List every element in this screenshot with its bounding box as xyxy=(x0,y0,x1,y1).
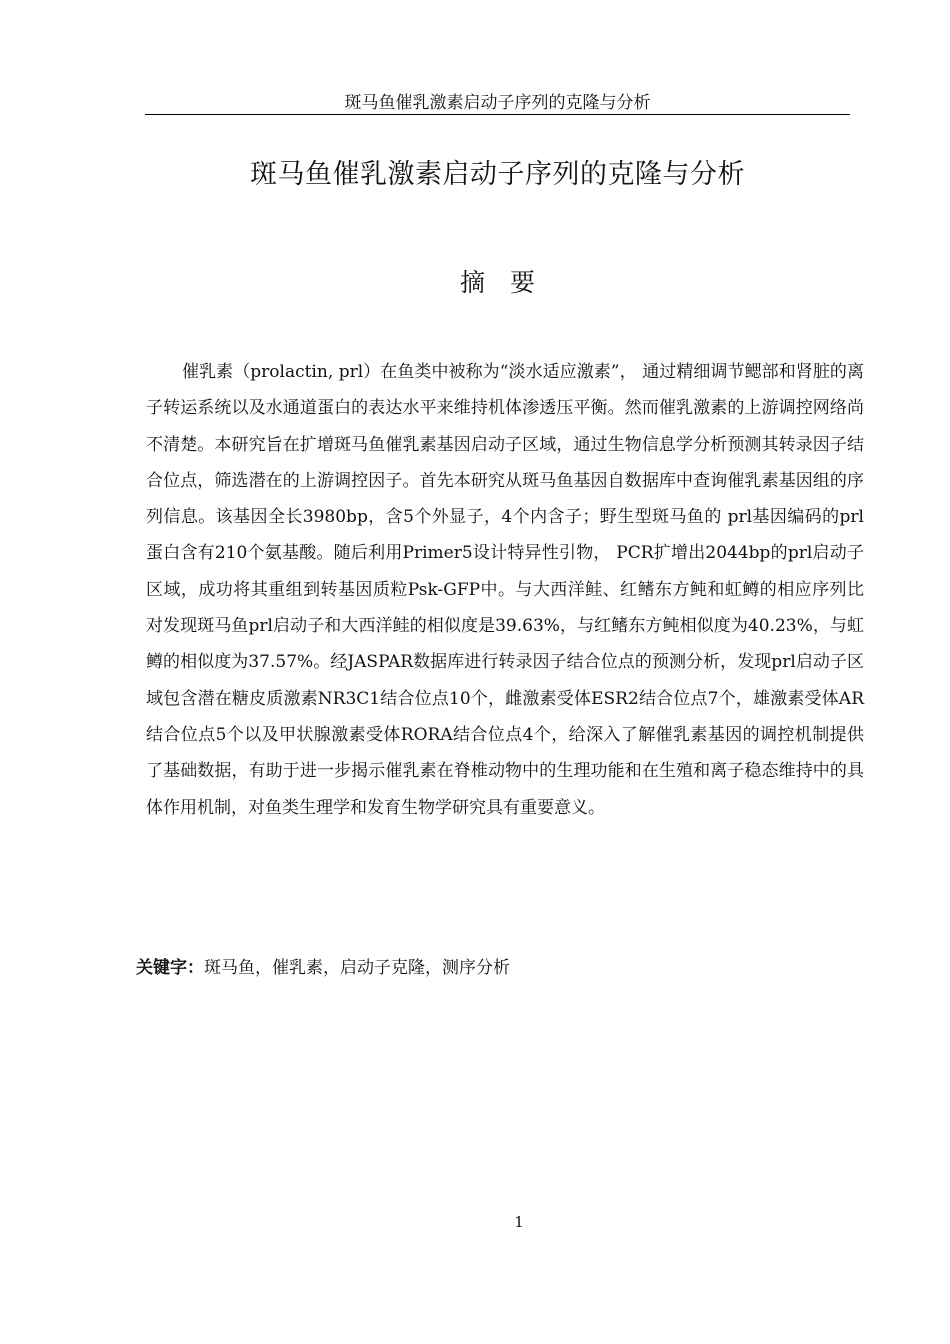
abstract-heading: 摘 要 xyxy=(459,268,535,297)
document-title: 斑马鱼催乳激素启动子序列的克隆与分析 xyxy=(250,159,745,190)
page-number: 1 xyxy=(514,1213,524,1231)
abstract-body: 催乳素（prolactin, prl）在鱼类中被称为“淡水适应激素”， 通过精细调节鳃部和肾脏的离子转运系统以及水通道蛋白的表达水平来维持机体渗透压平衡。然而催乳激素的上游调控网络尚不清楚。本研究旨在扩增斑马鱼催乳素基因启动子区域，通过生物信息学分析预测其转录因子结合位点，筛选潜在的上游调控因子。首先本研究从斑马鱼基因自数据库中查询催乳素基因组的序列信息。该基因全长3980bp，含5个外显子，4个内含子；野生型斑马鱼的 prl基因编码的prl蛋白含有210个氨基酸。随后利用Primer5设计特异性引物， PCR扩增出2044bp的prl启动子区域，成功将其重组到转基因质粒Psk-GFP中。与大西洋鲑、红鳍东方鲀和虹鳟的相应序列比对发现斑马鱼prl启动子和大西洋鲑的相似度是39.63%，与红鳍东方鲀相似度为40.23%，与虹鳟的相似度为37.57%。经JASPAR数据库进行转录因子结合位点的预测分析，发现prl启动子区域包含潜在糖皮质激素NR3C1结合位点10个，雌激素受体ESR2结合位点7个，雄激素受体AR结合位点5个以及甲状腺激素受体RORA结合位点4个，给深入了解催乳素基因的调控机制提供了基础数据，有助于进一步揭示催乳素在脊椎动物中的生理功能和在生殖和离子稳态维持中的具体作用机制，对鱼类生理学和发育生物学研究具有重要意义。 xyxy=(146,362,864,818)
keywords-label: 关键字： xyxy=(136,958,204,978)
running-header: 斑马鱼催乳激素启动子序列的克隆与分析 xyxy=(344,93,651,113)
keywords-value: 斑马鱼，催乳素，启动子克隆，测序分析 xyxy=(204,958,510,978)
header-divider xyxy=(145,114,850,115)
keywords-line xyxy=(136,955,856,981)
